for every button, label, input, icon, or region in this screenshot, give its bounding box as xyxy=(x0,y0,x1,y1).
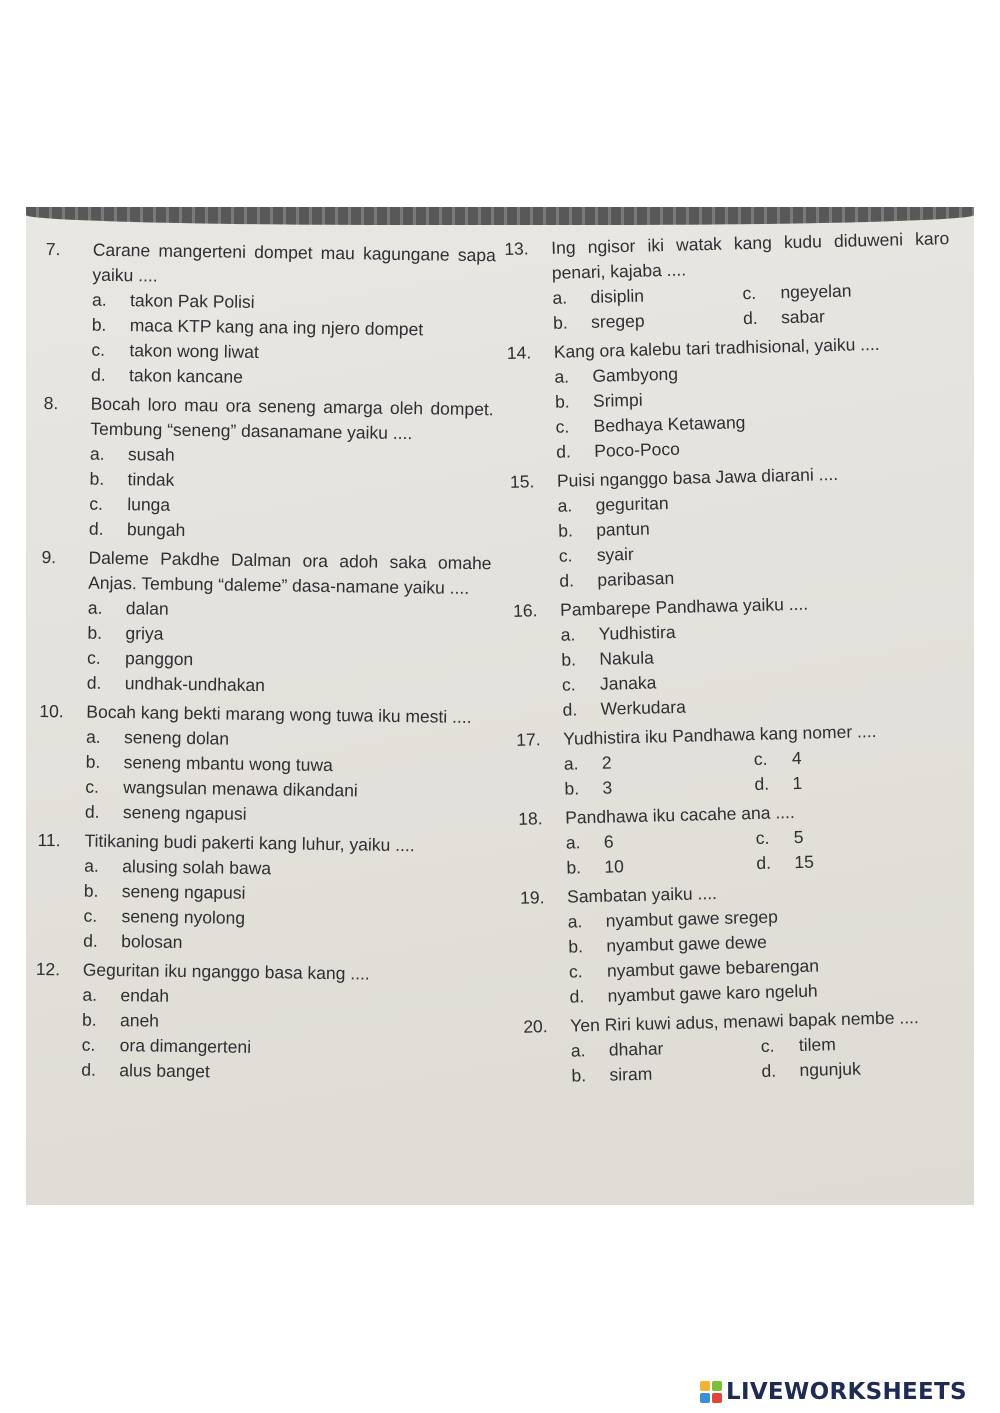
question xyxy=(504,226,951,337)
option-letter: a. xyxy=(565,832,581,853)
option-letter: a. xyxy=(557,495,573,516)
answer-options xyxy=(89,442,493,548)
option-text: ngeyelan xyxy=(780,280,852,303)
option-letter: b. xyxy=(89,468,105,489)
option-letter: d. xyxy=(84,801,100,822)
option-text: susah xyxy=(127,444,175,465)
question-stem: Yudhistira iku Pandhawa kang nomer .... xyxy=(563,721,877,749)
option-text: tilem xyxy=(798,1034,837,1056)
option-text: sabar xyxy=(780,306,826,328)
option-text: Werkudara xyxy=(600,696,687,719)
option-letter: c. xyxy=(568,961,583,982)
option-text: Nakula xyxy=(599,647,655,669)
worksheet-photo xyxy=(26,207,974,1205)
option-letter: b. xyxy=(564,778,580,799)
question xyxy=(518,796,965,882)
option-letter: b. xyxy=(91,314,107,335)
option-text: bolosan xyxy=(121,931,183,952)
answer-option[interactable] xyxy=(756,846,947,876)
answer-options xyxy=(83,854,487,960)
option-text: seneng nyolong xyxy=(121,906,246,928)
option-text: takon kancane xyxy=(128,365,244,387)
option-letter: c. xyxy=(86,647,101,668)
option-letter: a. xyxy=(85,726,101,747)
question xyxy=(34,957,486,1088)
answer-option[interactable] xyxy=(85,800,488,831)
option-letter: d. xyxy=(90,364,106,385)
option-text: 15 xyxy=(794,851,815,873)
option-letter: a. xyxy=(570,1040,586,1061)
answer-option[interactable] xyxy=(564,772,755,802)
right-column xyxy=(504,226,970,1094)
option-text: 5 xyxy=(793,826,804,848)
question xyxy=(38,699,490,830)
answer-options xyxy=(564,742,963,802)
question xyxy=(40,545,492,701)
question-number: 19. xyxy=(519,887,545,908)
option-text: alusing solah bawa xyxy=(122,856,272,879)
question xyxy=(42,391,494,547)
option-letter: d. xyxy=(83,930,98,951)
answer-options xyxy=(85,725,489,831)
answer-option[interactable] xyxy=(81,1058,484,1089)
question-number: 11. xyxy=(37,829,61,851)
question xyxy=(516,717,963,803)
question-stem: Titikaning budi pakerti kang luhur, yaiku .... xyxy=(84,830,415,856)
option-text: disiplin xyxy=(590,285,645,307)
question-stem: Puisi nganggo basa Jawa diarani .... xyxy=(556,463,839,491)
option-letter: d. xyxy=(559,570,575,591)
liveworksheets-logo xyxy=(700,1378,967,1406)
answer-option[interactable] xyxy=(571,1059,762,1089)
option-letter: b. xyxy=(571,1065,587,1086)
option-text: nyambut gawe karo ngeluh xyxy=(607,980,818,1006)
question-stem: Pandhawa iku cacahe ana .... xyxy=(564,802,795,828)
option-text: dhahar xyxy=(608,1038,664,1060)
answer-options xyxy=(554,355,954,465)
logo-text: LIVEWORKSHEETS xyxy=(726,1379,967,1405)
answer-option[interactable] xyxy=(87,671,490,702)
option-letter: d. xyxy=(754,773,770,795)
option-letter: b. xyxy=(81,1009,97,1030)
option-letter: d. xyxy=(556,441,572,462)
question-number: 8. xyxy=(43,392,59,414)
option-text: Gambyong xyxy=(592,363,679,386)
option-letter: a. xyxy=(89,443,105,464)
question-number: 16. xyxy=(512,600,538,621)
option-text: 6 xyxy=(603,831,614,852)
option-letter: c. xyxy=(753,748,768,770)
question-number: 10. xyxy=(39,700,64,722)
question-number: 20. xyxy=(523,1016,548,1037)
answer-option[interactable] xyxy=(761,1054,952,1084)
option-text: Janaka xyxy=(599,672,657,694)
option-letter: a. xyxy=(554,366,570,387)
option-letter: d. xyxy=(569,986,585,1007)
question-stem: Geguritan iku nganggo basa kang .... xyxy=(82,959,370,984)
option-letter: a. xyxy=(552,287,568,308)
question xyxy=(513,588,961,724)
option-text: seneng ngapusi xyxy=(122,802,247,824)
question-number: 13. xyxy=(504,238,529,259)
option-letter: a. xyxy=(91,289,107,310)
option-letter: a. xyxy=(567,911,583,932)
left-column xyxy=(34,237,496,1092)
option-letter: b. xyxy=(561,649,577,670)
answer-option[interactable] xyxy=(553,306,744,336)
option-text: paribasan xyxy=(597,567,675,590)
option-text: seneng ngapusi xyxy=(121,881,246,903)
option-letter: c. xyxy=(81,1034,96,1055)
answer-options xyxy=(552,276,951,336)
option-text: geguritan xyxy=(595,493,669,515)
option-text: Bedhaya Ketawang xyxy=(593,412,746,436)
option-letter: a. xyxy=(82,984,98,1005)
answer-options xyxy=(91,288,495,394)
option-text: 3 xyxy=(602,777,613,798)
option-letter: b. xyxy=(83,880,99,901)
option-text: lunga xyxy=(127,494,171,515)
option-letter: a. xyxy=(87,597,103,618)
question-number: 17. xyxy=(516,729,541,750)
option-letter: a. xyxy=(560,624,576,645)
option-text: bungah xyxy=(126,519,186,540)
answer-options xyxy=(560,613,960,723)
answer-options xyxy=(571,1029,970,1089)
option-letter: a. xyxy=(84,855,99,876)
question xyxy=(520,875,968,1011)
logo-grid-icon xyxy=(700,1381,722,1403)
option-letter: c. xyxy=(85,776,100,797)
logo-square-3 xyxy=(700,1393,710,1403)
answer-option[interactable] xyxy=(83,929,486,960)
option-text: takon wong liwat xyxy=(129,340,259,362)
question-number: 18. xyxy=(517,808,543,829)
option-letter: b. xyxy=(85,751,101,772)
question xyxy=(36,828,488,959)
option-text: nyambut gawe sregep xyxy=(605,906,779,931)
option-text: takon Pak Polisi xyxy=(129,290,255,312)
question-stem: Bocah loro mau ora seneng amarga oleh dompet. Tembung “seneng” dasanamane yaiku .... xyxy=(90,393,494,444)
option-text: ora dimangerteni xyxy=(119,1035,252,1057)
option-text: nyambut gawe bebarengan xyxy=(606,955,820,981)
logo-square-2 xyxy=(712,1381,722,1391)
option-text: nyambut gawe dewe xyxy=(606,931,768,956)
option-letter: c. xyxy=(742,282,757,304)
option-text: dalan xyxy=(125,598,169,619)
question xyxy=(523,1004,970,1090)
option-text: undhak-undhakan xyxy=(124,673,266,696)
option-letter: d. xyxy=(88,518,104,539)
answer-option[interactable] xyxy=(754,767,945,797)
option-letter: c. xyxy=(83,905,98,926)
option-letter: c. xyxy=(561,674,576,695)
option-text: ngunjuk xyxy=(799,1058,861,1081)
answer-option[interactable] xyxy=(91,363,494,394)
option-letter: d. xyxy=(81,1059,97,1080)
question-stem: Ing ngisor iki watak kang kudu diduweni karo penari, kajaba .... xyxy=(551,228,950,283)
question-number: 15. xyxy=(509,471,535,492)
option-text: endah xyxy=(120,985,170,1006)
question-stem: Yen Riri kuwi adus, menawi bapak nembe .... xyxy=(570,1007,920,1036)
option-letter: d. xyxy=(761,1060,777,1081)
option-text: seneng mbantu wong tuwa xyxy=(123,752,333,776)
option-letter: b. xyxy=(554,391,570,412)
question-stem: Carane mangerteni dompet mau kagungane sapa yaiku .... xyxy=(92,239,496,286)
option-text: pantun xyxy=(595,518,650,540)
option-text: Poco-Poco xyxy=(594,438,681,461)
option-text: sregep xyxy=(590,310,645,332)
answer-option[interactable] xyxy=(566,851,757,881)
option-letter: d. xyxy=(562,699,578,720)
answer-options xyxy=(567,900,967,1010)
option-letter: b. xyxy=(552,312,568,333)
answer-option[interactable] xyxy=(743,302,934,332)
option-text: 2 xyxy=(601,752,612,773)
option-text: maca KTP kang ana ing njero dompet xyxy=(129,315,424,340)
option-text: Srimpi xyxy=(592,389,643,411)
option-text: siram xyxy=(609,1063,653,1085)
question-number: 12. xyxy=(35,958,61,980)
option-letter: c. xyxy=(91,339,106,360)
option-letter: c. xyxy=(755,827,770,849)
option-text: panggon xyxy=(124,648,194,670)
question xyxy=(507,330,955,466)
option-letter: b. xyxy=(566,857,582,878)
option-letter: d. xyxy=(86,672,102,693)
question-stem: Sambatan yaiku .... xyxy=(566,882,718,907)
question-stem: Daleme Pakdhe Dalman ora adoh saka omahe Anjas. Tembung “daleme” dasa-namane yaiku .... xyxy=(88,547,492,598)
option-text: griya xyxy=(125,623,164,644)
option-letter: b. xyxy=(87,622,103,643)
paper-torn-edge xyxy=(26,207,974,225)
question xyxy=(44,237,496,393)
option-letter: c. xyxy=(558,545,573,566)
option-text: alus banget xyxy=(119,1060,211,1082)
option-letter: d. xyxy=(742,307,758,329)
option-text: seneng dolan xyxy=(123,727,230,749)
option-letter: c. xyxy=(760,1035,775,1056)
option-text: aneh xyxy=(119,1010,160,1031)
question-number: 9. xyxy=(41,546,57,568)
option-letter: c. xyxy=(555,416,570,437)
option-text: wangsulan menawa dikandani xyxy=(123,777,358,801)
option-text: Yudhistira xyxy=(598,621,676,644)
option-text: tindak xyxy=(127,469,175,490)
question-number: 7. xyxy=(45,238,61,260)
option-letter: b. xyxy=(557,520,574,541)
question-number: 14. xyxy=(506,342,532,363)
question-stem: Kang ora kalebu tari tradhisional, yaiku .... xyxy=(553,333,880,362)
question-stem: Pambarepe Pandhawa yaiku .... xyxy=(559,593,809,620)
logo-square-4 xyxy=(712,1393,722,1403)
answer-options xyxy=(87,596,491,702)
option-text: 10 xyxy=(604,856,625,877)
option-text: 4 xyxy=(791,747,802,769)
option-text: 1 xyxy=(792,772,803,794)
option-letter: a. xyxy=(563,753,579,774)
answer-options xyxy=(557,484,957,594)
answer-options xyxy=(81,983,485,1089)
option-letter: d. xyxy=(756,852,772,874)
option-letter: c. xyxy=(89,493,104,514)
option-text: syair xyxy=(596,543,634,565)
question xyxy=(510,459,958,595)
answer-options xyxy=(566,821,965,881)
question-stem: Bocah kang bekti marang wong tuwa iku mesti .... xyxy=(86,701,472,727)
option-letter: b. xyxy=(568,936,584,957)
answer-option[interactable] xyxy=(89,517,492,548)
logo-square-1 xyxy=(700,1381,710,1391)
